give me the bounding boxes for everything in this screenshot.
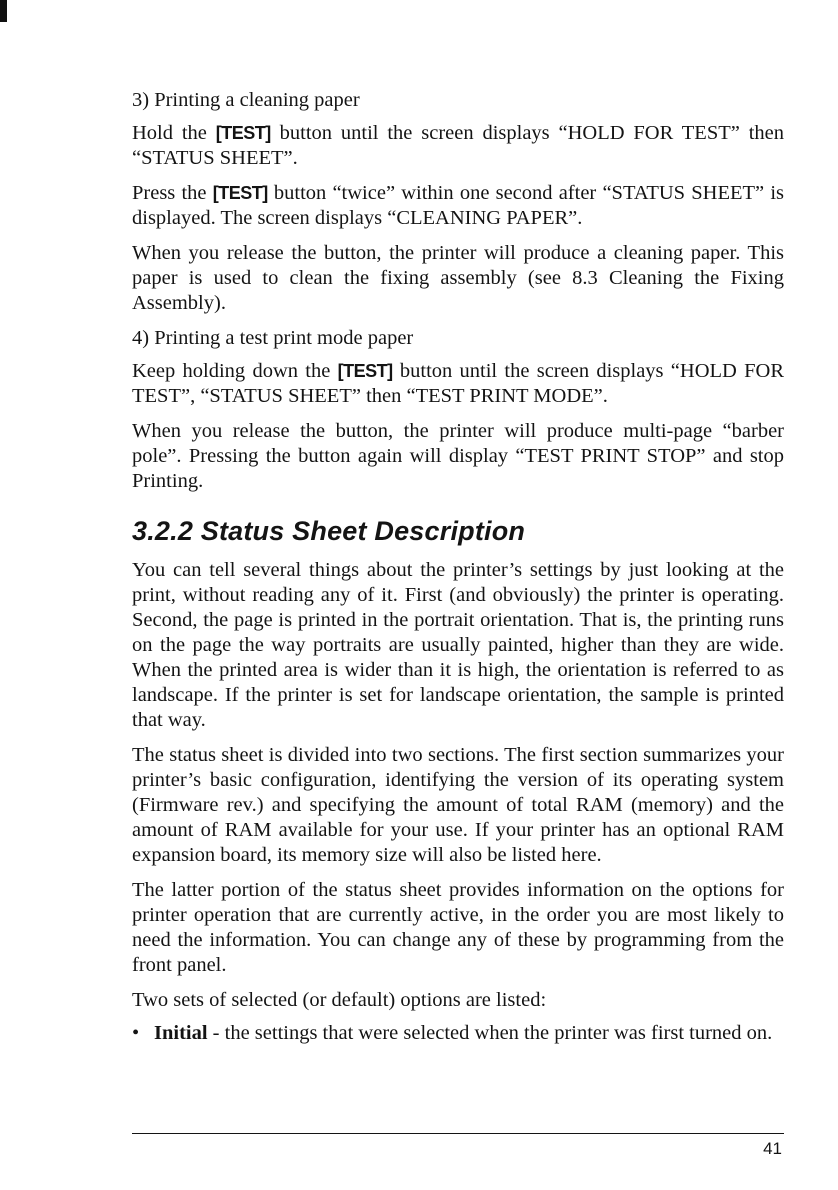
bullet-dot: • <box>132 1022 140 1044</box>
test-key-label: [TEST] <box>215 123 271 143</box>
step3-paragraph-1 <box>132 121 784 171</box>
section-paragraph-3: The latter portion of the status sheet provides information on the options for printer operation that are currently active, in the order you are most likely to need the information. You can change any of these by programming from the front panel. <box>132 879 784 976</box>
bullet-item-initial <box>132 1021 784 1046</box>
step3-p2-text-a: Press the <box>132 182 213 204</box>
scan-edge-mark <box>0 0 7 22</box>
step4-p1-text-a: Keep holding down the <box>132 360 338 382</box>
footer-rule <box>132 1133 784 1134</box>
step3-p2-text-b: button “twice” within one second after “STATUS SHEET” is displayed. The screen displays “CLEANING PAPER”. <box>132 182 784 229</box>
step4-p1-text-b: button until the screen displays “HOLD FOR TEST”, “STATUS SHEET” then “TEST PRINT MODE”. <box>132 360 784 407</box>
bullet-term: Initial <box>154 1022 208 1044</box>
step4-paragraph-1 <box>132 359 784 409</box>
section-paragraph-2: The status sheet is divided into two sections. The first section summarizes your printer’s basic configuration, identifying the version of its operating system (Firmware rev.) and specifying the amount of total RAM (memory) and the amount of RAM available for your use. If your printer has an optional RAM expansion board, its memory size will also be listed here. <box>132 744 784 866</box>
step3-p1-text-b: button until the screen displays “HOLD FOR TEST” then “STATUS SHEET”. <box>132 122 785 169</box>
page-number: 41 <box>763 1139 782 1158</box>
step3-paragraph-2 <box>132 181 784 231</box>
step4-paragraph-2: When you release the button, the printer will produce multi-page “barber pole”. Pressing the button again will display “TEST PRINT STOP” and stop Printing. <box>132 420 784 492</box>
section-title: 3.2.2 Status Sheet Description <box>132 516 526 546</box>
page-content <box>132 88 784 1046</box>
bullet-text: - the settings that were selected when the printer was first turned on. <box>207 1022 773 1044</box>
section-paragraph-1: You can tell several things about the printer’s settings by just looking at the print, without reading any of it. First (and obviously) the printer is operating. Second, the page is printed in the portrait orientation. That is, the printing runs on the page the way portraits are usually painted, higher than they are wide. When the printed area is wider than it is high, the orientation is referred to as landscape. If the printer is set for landscape orientation, the sample is printed that way. <box>132 559 784 731</box>
section-paragraph-4: Two sets of selected (or default) options are listed: <box>132 989 547 1011</box>
step3-p1-text-a: Hold the <box>132 122 216 144</box>
step3-heading: 3) Printing a cleaning paper <box>132 89 360 111</box>
test-key-label: [TEST] <box>337 361 393 381</box>
step3-paragraph-3: When you release the button, the printer will produce a cleaning paper. This paper is used to clean the fixing assembly (see 8.3 Cleaning the Fixing Assembly). <box>132 242 784 314</box>
step4-heading: 4) Printing a test print mode paper <box>132 327 414 349</box>
test-key-label: [TEST] <box>212 183 268 203</box>
